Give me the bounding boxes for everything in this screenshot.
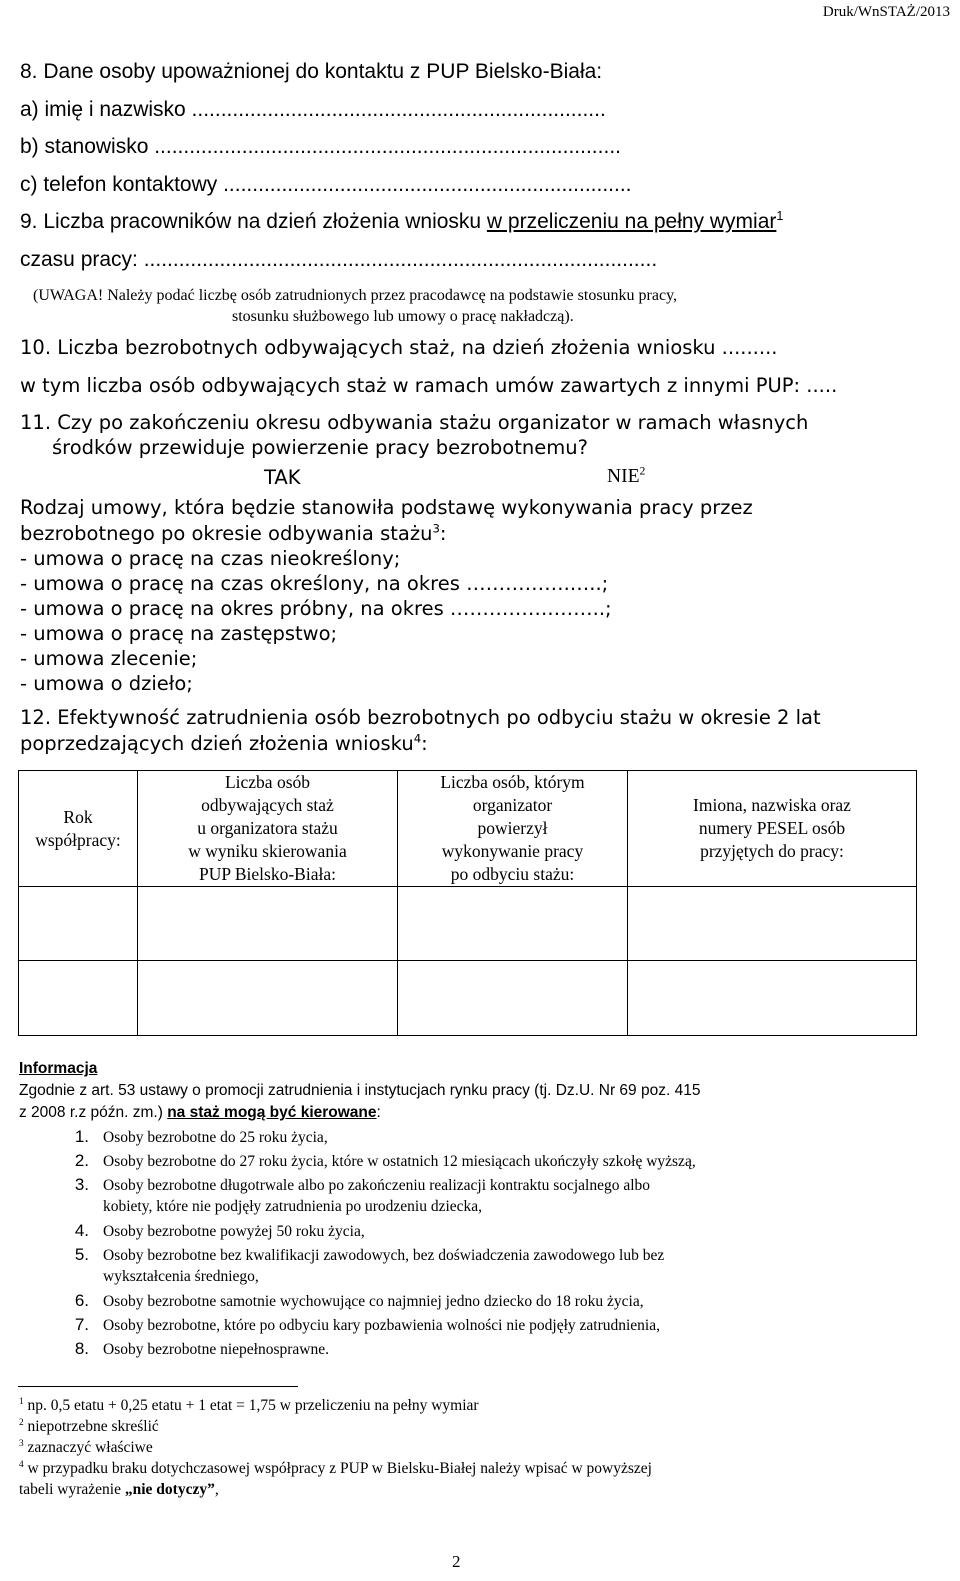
info-line2: z 2008 r.z późn. zm.) na staż mogą być kierowane: xyxy=(19,1104,381,1121)
section-9-line2: czasu pracy: ........................................................................................ xyxy=(20,248,658,271)
list-item: 8. Osoby bezrobotne niepełnosprawne. xyxy=(74,1339,329,1358)
table-cell[interactable] xyxy=(628,887,917,961)
section-9-line1 xyxy=(20,210,783,234)
section-9-note-line2: stosunku służbowego lub umowy o pracę nakładczą). xyxy=(232,308,574,325)
header-year: Rok współpracy: xyxy=(19,771,138,887)
cooperation-table xyxy=(18,770,917,1036)
section-11-line2: środków przewiduje powierzenie pracy bezrobotnemu? xyxy=(52,436,588,459)
footnote-ref-4: 4 xyxy=(413,731,422,746)
contract-option: - umowa o pracę na czas nieokreślony; xyxy=(20,547,401,570)
list-item: 4. Osoby bezrobotne powyżej 50 roku życia, xyxy=(74,1221,365,1240)
section-9-note-line1: (UWAGA! Należy podać liczbę osób zatrudnionych przez pracodawcę na podstawie stosunku pracy, xyxy=(33,287,678,304)
contract-option: - umowa o pracę na okres próbny, na okres …………….……..; xyxy=(20,597,612,620)
info-title: Informacja xyxy=(19,1060,98,1077)
footnote-ref-3: 3 xyxy=(432,521,440,536)
section-10-line2: w tym liczba osób odbywających staż w ramach umów zawartych z innymi PUP: ..... xyxy=(20,374,838,397)
page-number: 2 xyxy=(452,1552,461,1571)
list-item: 1. Osoby bezrobotne do 25 roku życia, xyxy=(74,1127,328,1146)
list-item: 2. Osoby bezrobotne do 27 roku życia, które w ostatnich 12 miesiącach ukończyły szkołę wyższą, xyxy=(74,1151,696,1170)
section-9-underlined: w przeliczeniu na pełny wymiar xyxy=(486,210,777,233)
contract-option: - umowa o pracę na czas określony, na okres …………….…..; xyxy=(20,572,609,595)
info-line1: Zgodnie z art. 53 ustawy o promocji zatrudnienia i instytucjach rynku pracy (tj. Dz.U. Nr 69 poz. 415 xyxy=(19,1082,701,1099)
footnote-2: $^2$ niepotrzebne skreślić xyxy=(19,1417,159,1435)
table-cell[interactable] xyxy=(138,887,398,961)
header-employed-count: Liczba osób, którym organizator powierzył wykonywanie pracy po odbyciu stażu: xyxy=(398,771,628,887)
contract-type-line1: Rodzaj umowy, która będzie stanowiła podstawę wykonywania pracy przez xyxy=(20,496,753,519)
contract-option: - umowa o pracę na zastępstwo; xyxy=(20,622,338,645)
document-code: Druk/WnSTAŻ/2013 xyxy=(822,4,950,20)
header-names-pesel: Imiona, nazwiska oraz numery PESEL osób przyjętych do pracy: xyxy=(628,771,917,887)
table-cell[interactable] xyxy=(398,887,628,961)
table-cell[interactable] xyxy=(138,961,398,1036)
footnote-4-continuation: tabeli wyrażenie „nie dotyczy”, xyxy=(19,1481,219,1498)
table-cell[interactable] xyxy=(19,887,138,961)
table-header-row xyxy=(19,771,917,887)
section-8-phone-field: c) telefon kontaktowy ...................................................................... xyxy=(20,173,632,196)
section-12-line2: poprzedzających dzień złożenia wniosku$^4$: xyxy=(20,731,428,755)
section-8-position-field: b) stanowisko ................................................................................ xyxy=(20,135,621,158)
list-item: 3. Osoby bezrobotne długotrwale albo po zakończeniu realizacji kontraktu socjalnego albo xyxy=(74,1175,651,1194)
contract-option: - umowa zlecenie; xyxy=(20,647,198,670)
list-item: 6. Osoby bezrobotne samotnie wychowujące co najmniej jedno dziecko do 18 roku życia, xyxy=(74,1291,644,1310)
footnote-4-emphasis: „nie dotyczy” xyxy=(124,1481,215,1498)
list-item: 5. Osoby bezrobotne bez kwalifikacji zawodowych, bez doświadczenia zawodowego lub bez xyxy=(74,1245,665,1264)
footnote-1: $^1$ np. 0,5 etatu + 0,25 etatu + 1 etat = 1,75 w przeliczeniu na pełny wymiar xyxy=(19,1396,479,1414)
footnote-4: $^4$ w przypadku braku dotychczasowej współpracy z PUP w Bielsku-Białej należy wpisać w powyższej xyxy=(19,1459,652,1477)
contract-type-line2: bezrobotnego po okresie odbywania stażu$^3$: xyxy=(20,521,447,545)
info-emphasis: na staż mogą być kierowane xyxy=(167,1104,377,1121)
table-cell[interactable] xyxy=(628,961,917,1036)
section-9-prefix: 9. Liczba pracowników na dzień złożenia wniosku xyxy=(20,210,487,233)
list-item: 7. Osoby bezrobotne, które po odbyciu kary pozbawienia wolności nie podjęły zatrudnienia, xyxy=(74,1315,660,1334)
section-11-line1: 11. Czy po zakończeniu okresu odbywania stażu organizator w ramach własnych xyxy=(20,411,809,434)
contract-option: - umowa o dzieło; xyxy=(20,672,193,695)
section-10-line1: 10. Liczba bezrobotnych odbywających staż, na dzień złożenia wniosku ......... xyxy=(20,336,778,359)
header-trainees-count: Liczba osób odbywających staż u organizatora stażu w wyniku skierowania PUP Bielsko-Biała: xyxy=(138,771,398,887)
section-8-title: 8. Dane osoby upoważnionej do kontaktu z PUP Bielsko-Biała: xyxy=(20,60,603,83)
option-tak: TAK xyxy=(264,466,301,489)
list-item-continuation: kobiety, które nie podjęły zatrudnienia po urodzeniu dziecka, xyxy=(103,1198,483,1215)
table-cell[interactable] xyxy=(19,961,138,1036)
table-row xyxy=(19,887,917,961)
list-item-continuation: wykształcenia średniego, xyxy=(103,1268,259,1285)
footnote-ref-1: 1 xyxy=(776,209,784,223)
section-12-line1: 12. Efektywność zatrudnienia osób bezrobotnych po odbyciu stażu w okresie 2 lat xyxy=(20,706,821,729)
footnote-separator xyxy=(18,1386,298,1387)
option-nie: NIE$^2$ xyxy=(607,464,646,487)
footnote-ref-2: 2 xyxy=(639,464,646,478)
table-cell[interactable] xyxy=(398,961,628,1036)
section-8-name-field: a) imię i nazwisko ....................................................................... xyxy=(20,98,606,121)
table-row xyxy=(19,961,917,1036)
footnote-3: $^3$ zaznaczyć właściwe xyxy=(19,1438,153,1456)
